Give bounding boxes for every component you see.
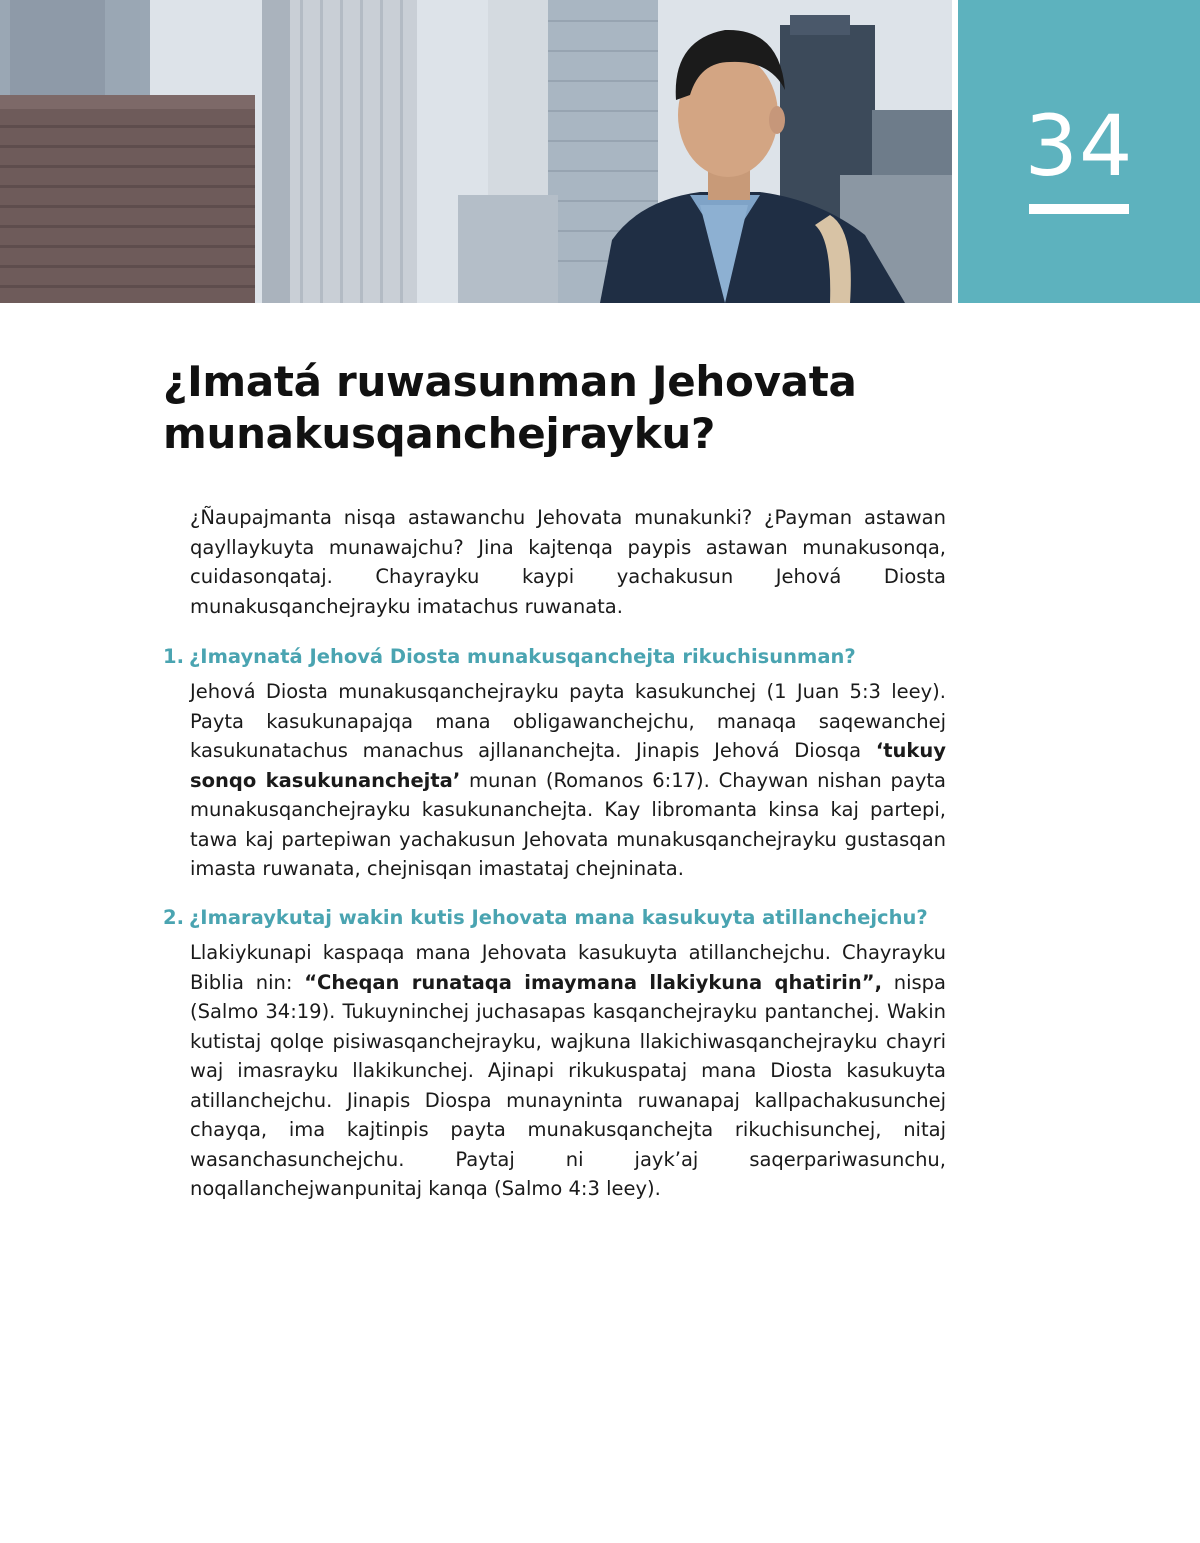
header-photo: [0, 0, 952, 303]
question-2-number: 2.: [163, 906, 184, 929]
question-1-answer-bold: ‘tukuy sonqo kasukunanchejta’: [190, 739, 946, 792]
city-skyline-image: [0, 0, 952, 303]
question-2-answer-bold: “Cheqan runataqa imaymana llakiykuna qhatirin”,: [304, 970, 882, 994]
question-2-heading: [163, 904, 963, 932]
page-title: ¿Imatá ruwasunman Jehovata munakusqanchejrayku?: [163, 357, 857, 458]
lesson-number: 34: [1024, 97, 1134, 195]
question-2-answer-text-2: nispa (Salmo 34:19). Tukuyninchej juchasapas kasqanchejrayku pantanchej. Wakin kutistaj qolqe pisiwasqanchejrayku, wajkuna llakichiwasqanchejrayku chayri waj imasrayku llakikunchej. Ajinapi rikukuspataj mana Diosta kasukuyta atillanchejchu. Jinapis Diospa munayninta ruwanapaj kallpachakusunchej chayqa, ima kajtinpis payta munakusqanchejta rikuchisunchej, nitaj wasanchasunchejchu. Paytaj ni jayk’aj saqerpariwasunchu, noqallanchejwanpunitaj kanqa (Salmo 4:3 leey).: [190, 970, 947, 1200]
lesson-number-tab: [958, 0, 1200, 303]
building-short-center: [458, 195, 558, 303]
lesson-number-underline: [1029, 204, 1129, 214]
question-2-heading-text: ¿Imaraykutaj wakin kutis Jehovata mana kasukuyta atillanchejchu?: [189, 906, 928, 929]
question-2-answer: [190, 938, 946, 1204]
building-tall-center-left: [262, 0, 417, 303]
building-brown-left: [0, 95, 255, 303]
question-1-heading: [163, 643, 963, 671]
intro-paragraph: ¿Ñaupajmanta nisqa astawanchu Jehovata munakunki? ¿Payman astawan qayllaykuyta munawajchu? Jina kajtenqa paypis astawan munakusonqa, cuidasonqataj. Chayrayku kaypi yachakusun Jehová Diosta munakusqanchejrayku imatachus ruwanata.: [190, 506, 946, 618]
question-1-number: 1.: [163, 645, 184, 668]
question-1-answer-text-1: Jehová Diosta munakusqanchejrayku payta kasukunchej (1 Juan 5:3 leey). Payta kasukunapajqa mana obligawanchejchu, manaqa saqewanchej kasukunatachus manachus ajllananchejta. Jinapis Jehová Diosqa: [190, 680, 946, 762]
question-2-answer-text-1: Llakiykunapi kaspaqa mana Jehovata kasukuyta atillanchejchu. Chayrayku Biblia nin:: [190, 941, 946, 994]
question-1-answer-text-2: munan (Romanos 6:17). Chaywan nishan payta munakusqanchejrayku kasukunanchejta. Kay libromanta kinsa kaj partepi, tawa kaj partepiwan yachakusun Jehovata munakusqanchejrayku gustasqan imasta ruwanata, chejnisqan imastataj chejninata.: [190, 768, 946, 880]
question-1-heading-text: ¿Imaynatá Jehová Diosta munakusqanchejta rikuchisunman?: [189, 645, 856, 668]
question-1-answer: [190, 677, 946, 884]
